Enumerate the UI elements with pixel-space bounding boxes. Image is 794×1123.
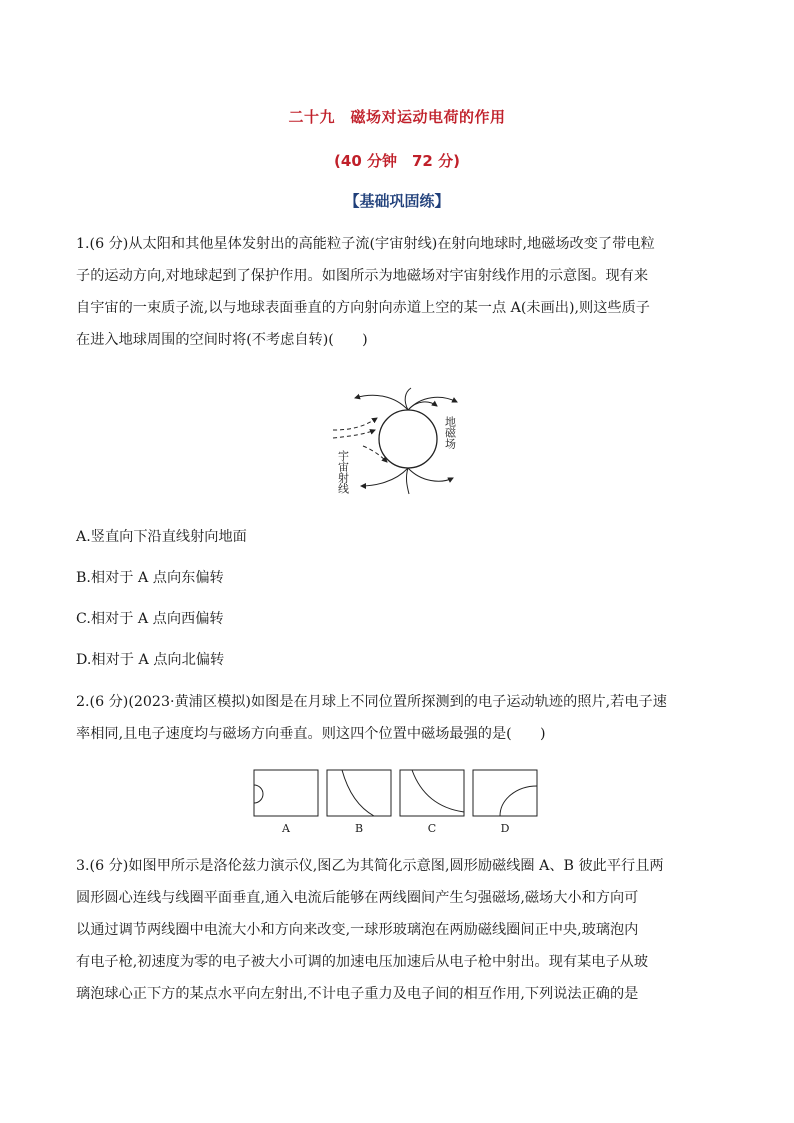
panel-a: [254, 770, 318, 835]
panel-label-d: D: [500, 822, 510, 835]
question-line: 3.(6 分)如图甲所示是洛伦兹力演示仪,图乙为其简化示意图,圆形励磁线圈 A、B 彼此平行且两: [76, 858, 664, 874]
question-line: 在进入地球周围的空间时将(不考虑自转)( ): [76, 332, 368, 348]
option-c[interactable]: C.相对于 A 点向西偏转: [76, 611, 224, 627]
panel-b: [327, 770, 391, 835]
question-3-stem: [76, 850, 722, 1010]
question-line: 率相同,且电子速度均与磁场方向垂直。则这四个位置中磁场最强的是( ): [76, 726, 546, 742]
panel-label-a: A: [282, 822, 290, 835]
question-2-stem: [76, 686, 722, 750]
question-line: 1.(6 分)从太阳和其他星体发射出的高能粒子流(宇宙射线)在射向地球时,地磁场改变了带电粒: [76, 236, 655, 252]
question-line: 圆形圆心连线与线圈平面垂直,通入电流后能够在两线圈间产生匀强磁场,磁场大小和方向可: [76, 890, 639, 906]
question-line: 璃泡球心正下方的某点水平向左射出,不计电子重力及电子间的相互作用,下列说法正确的是: [76, 986, 639, 1002]
earth-circle: [379, 410, 437, 468]
option-a[interactable]: A.竖直向下沿直线射向地面: [76, 529, 247, 545]
option-d[interactable]: D.相对于 A 点向北偏转: [76, 652, 225, 668]
cosmic-ray-label: 宇宙射线: [336, 450, 350, 494]
question-line: 以通过调节两线圈中电流大小和方向来改变,一球形玻璃泡在两励磁线圈间正中央,玻璃泡内: [76, 922, 639, 938]
panel-label-c: C: [427, 822, 437, 835]
option-b[interactable]: B.相对于 A 点向东偏转: [76, 570, 224, 586]
question-line: 子的运动方向,对地球起到了保护作用。如图所示为地磁场对宇宙射线作用的示意图。现有来: [76, 268, 649, 284]
question-line: 自宇宙的一束质子流,以与地球表面垂直的方向射向赤道上空的某一点 A(未画出),则这些质子: [76, 300, 650, 316]
magnetic-field-label: 地磁场: [443, 416, 457, 449]
panel-label-b: B: [354, 822, 364, 835]
section-label: 【基础巩固练】: [344, 192, 450, 210]
question-line: 2.(6 分)(2023·黄浦区模拟)如图是在月球上不同位置所探测到的电子运动轨迹的照片,若电子速: [76, 694, 667, 710]
panel-c: [400, 770, 464, 835]
panel-d: [473, 770, 537, 835]
question-line: 有电子枪,初速度为零的电子被大小可调的加速电压加速后从电子枪中射出。现有某电子从玻: [76, 954, 649, 970]
electron-track-panels: [252, 768, 544, 838]
question-1-stem: [76, 228, 722, 356]
time-score: (40 分钟 72 分): [334, 152, 460, 170]
earth-magnetic-field-figure: [325, 386, 475, 496]
page-title: 二十九 磁场对运动电荷的作用: [288, 108, 506, 126]
